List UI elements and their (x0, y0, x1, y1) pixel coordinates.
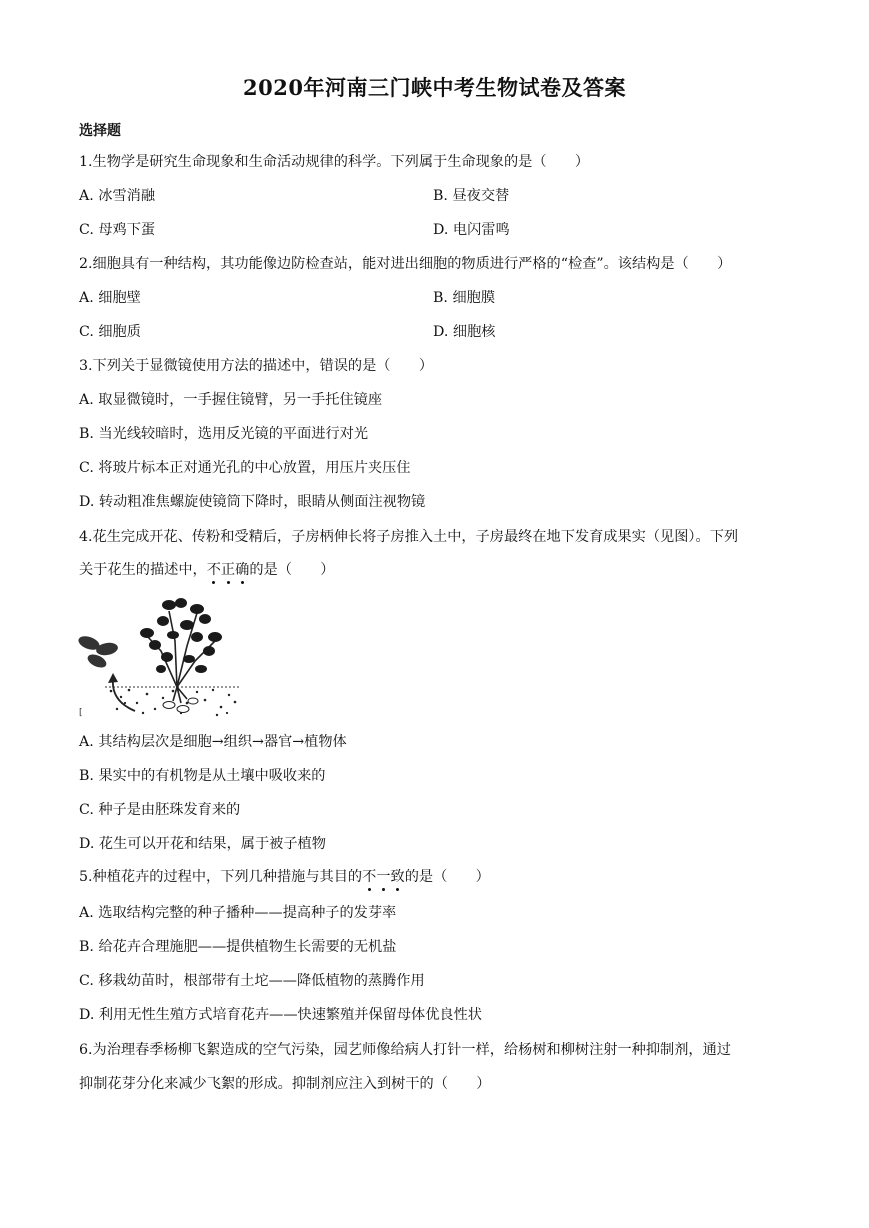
question-1-option-d: D. 电闪雷鸣 (433, 222, 510, 238)
question-2-option-a: A. 细胞壁 (79, 290, 141, 306)
question-4-option-a: A. 其结构层次是细胞→组织→器官→植物体 (79, 734, 347, 750)
question-5-option-a: A. 选取结构完整的种子播种——提高种子的发芽率 (79, 905, 397, 921)
question-1-option-c: C. 母鸡下蛋 (79, 222, 156, 238)
peanut-plant-figure (77, 591, 242, 721)
question-3-option-a: A. 取显微镜时，一手握住镜臂，另一手托住镜座 (79, 392, 383, 408)
question-4-stem-line-2 (79, 560, 334, 580)
plant-leaves (140, 598, 222, 673)
question-4-option-d: D. 花生可以开花和结果，属于被子植物 (79, 836, 326, 852)
emphasis-char: 正 (220, 562, 236, 578)
question-3-option-b: B. 当光线较暗时，选用反光镜的平面进行对光 (79, 426, 369, 442)
figure-mark: [ (79, 708, 83, 718)
question-6-stem-line-2: 抑制花芽分化来减少飞絮的形成。抑制剂应注入到树干的（ ） (79, 1076, 491, 1092)
emphasis-char: 一 (376, 869, 391, 885)
emphasis-char: 确 (235, 562, 250, 578)
section-heading: 选择题 (79, 123, 121, 139)
question-3-stem: 3.下列关于显微镜使用方法的描述中，错误的是（ ） (79, 358, 434, 374)
question-5-option-d: D. 利用无性生殖方式培育花卉——快速繁殖并保留母体优良性状 (79, 1007, 482, 1023)
harvested-peanuts (77, 634, 119, 671)
question-5-option-c: C. 移栽幼苗时，根部带有土坨——降低植物的蒸腾作用 (79, 973, 425, 989)
question-3-option-d: D. 转动粗准焦螺旋使镜筒下降时，眼睛从侧面注视物镜 (79, 494, 426, 510)
question-2-stem: 2.细胞具有一种结构，其功能像边防检查站，能对进出细胞的物质进行严格的“检查”。该结构是（ ） (79, 256, 732, 272)
question-5-stem-post: 的是（ ） (404, 869, 490, 885)
question-1-option-a: A. 冰雪消融 (79, 188, 156, 204)
question-2-option-c: C. 细胞质 (79, 324, 141, 340)
question-1-option-b: B. 昼夜交替 (433, 188, 510, 204)
question-5-stem-pre: 5.种植花卉的过程中，下列几种措施与其目的 (79, 869, 363, 885)
question-1-stem: 1.生物学是研究生命现象和生命活动规律的科学。下列属于生命现象的是（ ） (79, 154, 590, 170)
question-6-stem-line-1: 6.为治理春季杨柳飞絮造成的空气污染，园艺师像给病人打针一样，给杨树和柳树注射一种抑制剂，通过 (79, 1042, 731, 1058)
question-4-stem-pre: 关于花生的描述中， (79, 562, 207, 578)
question-5-stem (79, 867, 490, 887)
question-2-option-b: B. 细胞膜 (433, 290, 496, 306)
question-4-stem-line-1: 4.花生完成开花、传粉和受精后，子房柄伸长将子房推入土中，子房最终在地下发育成果实（见图）。下列 (79, 529, 739, 545)
question-4-option-c: C. 种子是由胚珠发育来的 (79, 802, 241, 818)
emphasis-char: 不 (362, 869, 377, 885)
question-5-option-b: B. 给花卉合理施肥——提供植物生长需要的无机盐 (79, 939, 397, 955)
page-title: 2020年河南三门峡中考生物试卷及答案 (243, 75, 626, 100)
question-2-option-d: D. 细胞核 (433, 324, 496, 340)
question-4-stem-post: 的是（ ） (249, 562, 335, 578)
question-3-option-c: C. 将玻片标本正对通光孔的中心放置，用压片夹压住 (79, 460, 411, 476)
emphasis-char: 致 (390, 869, 405, 885)
arrow-head (108, 673, 118, 683)
emphasis-char: 不 (206, 562, 221, 578)
question-4-option-b: B. 果实中的有机物是从土壤中吸收来的 (79, 768, 326, 784)
